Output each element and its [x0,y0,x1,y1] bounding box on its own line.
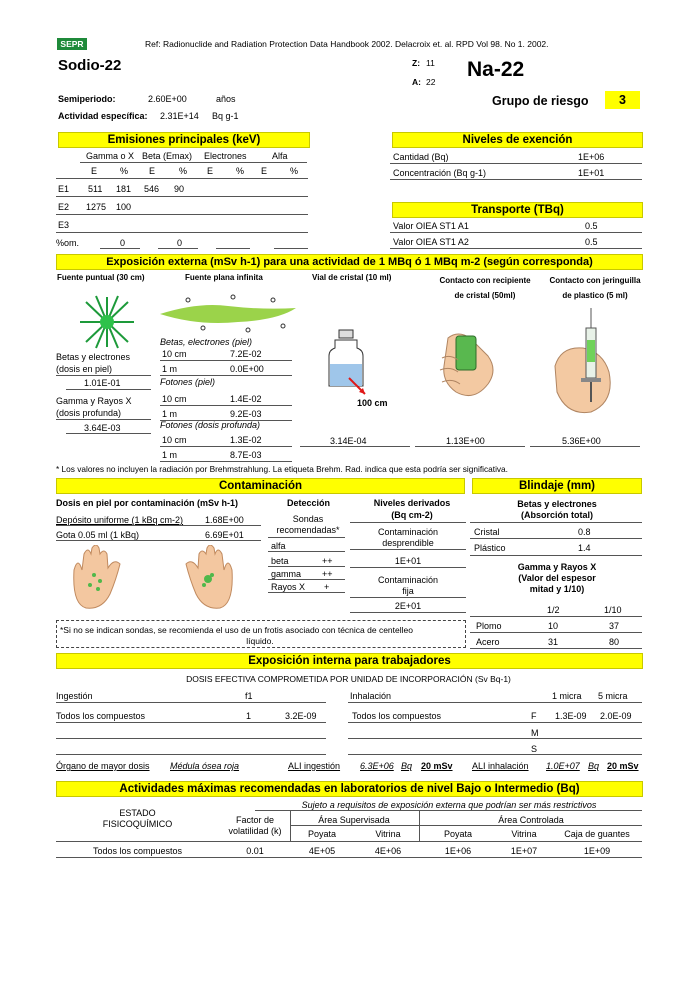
emissions-row-label: E1 [58,184,70,194]
plane-fot-d: 1 m [162,409,178,419]
emissions-cell: 546 [144,184,160,194]
internal-exposure-header: Exposición interna para trabajadores [56,653,643,669]
shield-beta-title-2: (Absorción total) [521,510,593,520]
shield-gamma-col: 1/10 [604,605,622,615]
exemption-row-label: Concentración (Bq g-1) [393,168,487,178]
activities-subcol: Vitrina [511,829,537,839]
emissions-sub: % [179,166,188,176]
f1-label: f1 [245,691,253,701]
plane-betas-title: Betas, electrones (piel) [160,337,253,347]
activities-row-factor: 0.01 [246,846,264,856]
external-col-container-line1: Contacto con recipiente [439,276,531,285]
activities-header: Actividades máximas recomendadas en laboratorios de nivel Bajo o Intermedio (Bq) [56,781,643,797]
emissions-col-beta: Beta (Emax) [142,151,193,161]
exemption-row-label: Cantidad (Bq) [393,152,449,162]
levels-1-label-1: Contaminación [377,527,439,537]
a-value: 22 [426,77,436,87]
activities-row-value: 4E+05 [308,846,336,856]
skin-dose-title: Dosis en piel por contaminación (mSv h-1) [56,498,239,508]
left-hand-icon [64,545,134,615]
detection-row-label: Rayos X [271,582,306,592]
inhalation-col-2: 5 micra [598,691,628,701]
skin-row-label: Depósito uniforme (1 kBq cm-2) [56,515,184,525]
levels-2-value: 2E+01 [394,601,422,611]
container-hand-icon [428,318,508,408]
shield-gamma-label: Plomo [476,621,502,631]
contamination-header: Contaminación [56,478,465,494]
shield-gamma-v1: 31 [548,637,559,647]
vial-distance: 100 cm [357,398,388,408]
emissions-col-gamma: Gamma o X [86,151,135,161]
detection-row-label: gamma [271,569,302,579]
plane-fot-v: 9.2E-03 [230,409,262,419]
activities-subcol: Vitrina [375,829,401,839]
ali-ingestion-unit: Bq [401,761,413,771]
shield-gamma-title-1: Gamma y Rayos X [517,562,597,572]
plane-betas-v: 0.0E+00 [230,364,264,374]
emissions-sub: E [261,166,268,176]
inhalation-row-v1: 1.3E-09 [555,711,587,721]
inhalation-row-type: F [531,711,537,721]
transport-row-value: 0.5 [585,221,598,231]
syringe-value: 5.36E+00 [562,436,601,446]
activities-subject: Sujeto a requisitos de exposición externa que podrían ser más restrictivos [301,800,597,810]
detection-sub1: Sondas [292,514,324,524]
transport-row-value: 0.5 [585,237,598,247]
external-col-syringe [540,273,650,303]
point-source-icon [72,292,142,352]
shield-beta-title-1: Betas y electrones [517,499,597,509]
skin-row-label: Gota 0.05 ml (1 kBq) [56,530,140,540]
activities-factor-2: volatilidad (k) [228,826,282,836]
a-label: A: [412,77,421,87]
emissions-cell: 511 [88,184,103,194]
plane-fotd-v: 8.7E-03 [230,450,262,460]
detection-row-label: beta [271,556,289,566]
detection-row-value: + [324,582,330,592]
plane-source-icon [158,292,298,334]
activities-subcol: Caja de guantes [564,829,630,839]
shield-gamma-title-3: mitad y 1/10) [529,584,585,594]
z-label: Z: [412,58,421,68]
half-life-unit: años [216,94,236,104]
activities-state-2: FISICOQUÍMICO [102,819,173,829]
plane-betas-d: 10 cm [162,349,187,359]
skin-row-value: 6.69E+01 [205,530,244,540]
shield-beta-label: Cristal [474,527,500,537]
specific-activity-label: Actividad específica: [58,111,148,121]
half-life-label: Semiperiodo: [58,94,116,104]
levels-title-1: Niveles derivados [373,498,451,508]
inhalation-row-v2: 2.0E-09 [600,711,632,721]
emissions-cell: 90 [174,184,185,194]
plane-fotd-v: 1.3E-02 [230,435,262,445]
transport-row-label: Valor OIEA ST1 A1 [393,221,469,231]
external-exposure-header: Exposición externa (mSv h-1) para una actividad de 1 MBq ó 1 MBq m-2 (según corresponda) [56,254,643,270]
levels-2-label-2: fija [402,586,414,596]
risk-group-label: Grupo de riesgo [492,94,589,108]
risk-group-value: 3 [605,91,640,109]
levels-1-label-2: desprendible [382,538,434,548]
shield-gamma-v1: 10 [548,621,559,631]
external-col-container [420,273,550,303]
emissions-cell: 1275 [86,202,107,212]
ingestion-row-f1: 1 [246,711,252,721]
sepr-logo: SEPR [57,38,87,50]
plane-fot-d: 10 cm [162,394,187,404]
activities-row-value: 1E+09 [583,846,611,856]
inhalation-type-m: M [531,728,539,738]
shield-beta-value: 1.4 [578,543,591,553]
detection-row-value: ++ [322,556,333,566]
contamination-footnote-2: líquido. [246,636,274,646]
shielding-header: Blindaje (mm) [472,478,642,494]
plane-betas-d: 1 m [162,364,178,374]
organ-label: Órgano de mayor dosis [56,761,150,771]
activities-row-value: 1E+07 [510,846,538,856]
ext-gamma-label-2: (dosis profunda) [56,408,122,418]
inhalation-type-s: S [531,744,538,754]
shield-gamma-v2: 80 [609,637,620,647]
ali-ingestion-label: ALI ingestión [288,761,341,771]
plane-fotd-title: Fotones (dosis profunda) [160,420,261,430]
external-col-vial: Vial de cristal (10 ml) [312,273,392,282]
external-col-plane: Fuente plana infinita [185,273,263,282]
activities-subcol: Poyata [307,829,337,839]
levels-1-value: 1E+01 [394,556,422,566]
external-note: * Los valores no incluyen la radiación por Brehmstrahlung. La etiqueta Brehm. Rad. indica que esta podría ser significativa. [56,464,508,474]
specific-activity-unit: Bq g-1 [212,111,239,121]
shield-gamma-title-2: (Valor del espesor [518,573,596,583]
activities-subcol: Poyata [443,829,473,839]
emissions-header: Emisiones principales (keV) [58,132,310,148]
activities-state-1: ESTADO [119,808,156,818]
ali-inhalation-unit: Bq [588,761,600,771]
activities-area-supervised: Área Supervisada [318,815,390,825]
activities-area-controlled: Área Controlada [498,815,564,825]
plane-fotd-d: 10 cm [162,435,187,445]
inhalation-label: Inhalación [350,691,392,701]
internal-subtitle: DOSIS EFECTIVA COMPROMETIDA POR UNIDAD DE INCORPORACIÓN (Sv Bq-1) [186,674,511,684]
inhalation-col-1: 1 micra [552,691,582,701]
ingestion-row-label: Todos los compuestos [56,711,146,721]
emissions-sub: E [91,166,98,176]
container-value: 1.13E+00 [446,436,485,446]
external-col-point: Fuente puntual (30 cm) [57,273,145,282]
ali-ingestion-dose: 20 mSv [421,761,453,771]
emissions-sub: % [120,166,129,176]
emissions-sub: E [207,166,214,176]
element-name: Sodio-22 [58,57,122,74]
ali-inhalation-dose: 20 mSv [607,761,639,771]
emissions-row-label: E2 [58,202,70,212]
emissions-cell: 181 [116,184,132,194]
emissions-row-label: %om. [56,238,80,248]
detection-row-label: alfa [271,541,286,551]
skin-row-value: 1.68E+00 [205,515,244,525]
external-col-container-line2: de cristal (50ml) [454,291,516,300]
right-hand-icon [172,545,242,615]
detection-title: Detección [287,498,331,508]
emissions-sub: % [236,166,245,176]
shield-gamma-col: 1/2 [547,605,560,615]
vial-icon [325,328,375,398]
emissions-sub: E [149,166,156,176]
emissions-col-alpha: Alfa [272,151,288,161]
plane-betas-v: 7.2E-02 [230,349,262,359]
emissions-col-electrons: Electrones [204,151,247,161]
shield-beta-label: Plástico [474,543,506,553]
nuclide-symbol: Na-22 [467,58,525,81]
ext-gamma-value: 3.64E-03 [84,423,121,433]
emissions-cell: 0 [120,238,126,248]
detection-sub2: recomendadas* [276,525,340,535]
ali-inhalation-value: 1.0E+07 [546,761,580,771]
plane-fotd-d: 1 m [162,450,178,460]
detection-row-value: ++ [322,569,333,579]
ext-gamma-label-1: Gamma y Rayos X [56,396,132,406]
plane-fot-v: 1.4E-02 [230,394,262,404]
vial-value: 3.14E-04 [330,436,367,446]
ali-inhalation-label: ALI inhalación [472,761,529,771]
half-life-value: 2.60E+00 [148,94,187,104]
transport-row-label: Valor OIEA ST1 A2 [393,237,469,247]
ext-betas-value: 1.01E-01 [84,378,121,388]
contamination-footnote-1: *Si no se indican sondas, se recomienda el uso de un frotis asociado con técnica de centelleo [60,625,413,635]
levels-2-label-1: Contaminación [377,575,439,585]
specific-activity-value: 2.31E+14 [160,111,199,121]
emissions-sub: % [290,166,299,176]
ingestion-label: Ingestión [56,691,93,701]
shield-beta-value: 0.8 [578,527,591,537]
ali-ingestion-value: 6.3E+06 [360,761,394,771]
shield-gamma-v2: 37 [609,621,620,631]
organ-value: Médula ósea roja [170,761,240,771]
activities-row-value: 4E+06 [374,846,402,856]
activities-factor-1: Factor de [235,815,275,825]
levels-title-2: (Bq cm-2) [391,510,433,520]
inhalation-row-label: Todos los compuestos [352,711,442,721]
exemption-row-value: 1E+06 [578,152,605,162]
emissions-cell: 0 [177,238,183,248]
ext-betas-label-2: (dosis en piel) [56,364,113,374]
ext-betas-label-1: Betas y electrones [56,352,131,362]
exemption-header: Niveles de exención [392,132,643,148]
transport-header: Transporte (TBq) [392,202,643,218]
syringe-hand-icon [545,306,635,416]
z-value: 11 [426,58,435,68]
exemption-row-value: 1E+01 [578,168,605,178]
reference-text: Ref: Radionuclide and Radiation Protection Data Handbook 2002. Delacroix et. al. RPD Vol 98. No 1. 2002. [145,39,549,49]
shield-gamma-label: Acero [476,637,500,647]
emissions-row-label: E3 [58,220,70,230]
activities-row-value: 1E+06 [444,846,472,856]
external-col-syringe-line2: de plastico (5 ml) [562,291,628,300]
activities-row-label: Todos los compuestos [92,846,183,856]
emissions-cell: 100 [116,202,132,212]
external-col-syringe-line1: Contacto con jeringuilla [549,276,641,285]
ingestion-row-value: 3.2E-09 [285,711,317,721]
plane-fot-title: Fotones (piel) [160,377,216,387]
